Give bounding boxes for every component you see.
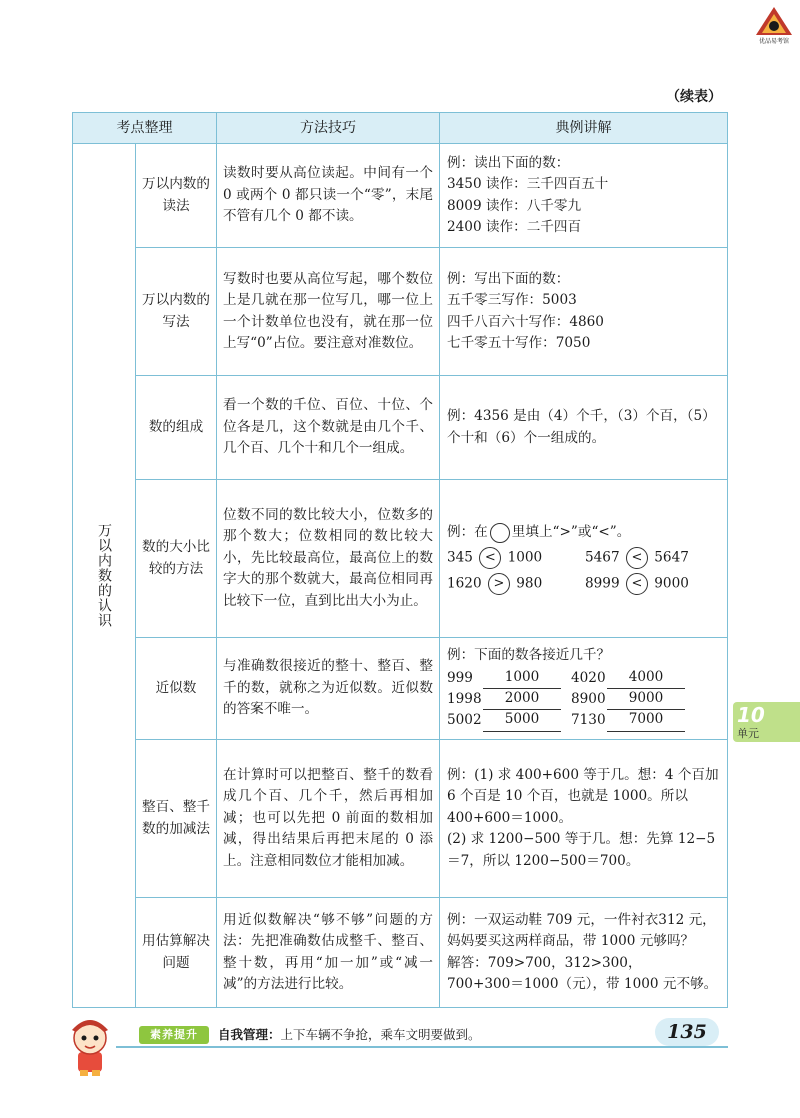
method-estimation: 用近似数解决“够不够”问题的方法：先把准确数估成整千、整百、整十数，再用“加一加”或“减一减”的方法进行比较。 [217,898,440,1008]
table-row [73,248,728,376]
comparison-item: 8999 < 9000 [585,573,715,595]
logo-text: 优品易考馆 [758,38,789,45]
method-writing: 写数时也要从高位写起，哪个数位上是几就在那一位写几，哪一位上一个计数单位也没有，就在那一位上写“0”占位。要注意对准数位。 [217,248,440,376]
header-methods: 方法技巧 [217,113,440,144]
example-line: 2400 读作：二千四百 [447,218,582,235]
table-row [73,480,728,638]
summary-table [72,112,728,1008]
example-line: 例：(1) 求 400+600 等于几。想：4 个百加 6 个百是 10 个百，也就是 1000。所以 400+600＝1000。 [447,766,719,826]
comparison-sign: < [479,547,501,569]
approx-answer: 4000 [607,668,685,689]
approx-answer: 9000 [607,689,685,710]
example-line: 例：4356 是由（4）个千，（3）个百，（5）个十和（6）个一组成的。 [447,408,716,446]
comparison-item: 5467 < 5647 [585,547,715,569]
method-approximation: 与准确数很接近的整十、整百、整千的数，就称之为近似数。近似数的答案不唯一。 [217,638,440,740]
method-reading: 读数时要从高位读起。中间有一个 0 或两个 0 都只读一个“零”，末尾不管有几个 0 都不读。 [217,144,440,248]
method-add-subtract: 在计算时可以把整百、整千的数看成几个百、几个千，然后再相加减；也可以先把 0 前面的数相加减，得出结果后再把末尾的 0 添上。注意相同数位才能相加减。 [217,740,440,898]
logo-emblem-icon [754,6,794,36]
topic-writing: 万以内数的写法 [136,248,217,376]
example-line: 五千零三写作：5003 [447,292,577,309]
topic-composition: 数的组成 [136,376,217,480]
blank-circle-icon [490,523,510,543]
approximation-intro: 例：下面的数各接近几千？ [447,647,611,664]
approx-number: 1998 [447,691,482,707]
example-line: (2) 求 1200−500 等于几。想：先算 12−5＝7，所以 1200−500＝700。 [447,831,716,869]
comparison-sign: < [626,573,648,595]
example-estimation [440,898,728,1008]
page-number: 135 [655,1018,719,1046]
example-line: 七千零五十写作：7050 [447,334,591,351]
table-row [73,144,728,248]
topic-reading: 万以内数的读法 [136,144,217,248]
comparison-item: 345 < 1000 [447,547,585,569]
approx-answer: 1000 [483,668,561,689]
unit-number: 10 [737,703,765,727]
topic-estimation: 用估算解决问题 [136,898,217,1008]
example-line: 例：读出下面的数： [447,154,570,171]
example-line: 四千八百六十写作：4860 [447,313,604,330]
unit-label: 单元 [737,727,759,740]
example-comparison [440,480,728,638]
approx-answer: 5000 [483,710,561,731]
example-approximation [440,638,728,740]
footer-badge: 素养提升 [139,1026,209,1044]
topic-approximation: 近似数 [136,638,217,740]
comparison-sign: > [488,573,510,595]
continued-label: （续表） [666,89,722,105]
approx-number: 999 [447,669,473,686]
mascot-icon [60,1012,120,1078]
example-composition [440,376,728,480]
table-row [73,376,728,480]
example-line: 例：一双运动鞋 709 元，一件衬衣312 元，妈妈要买这两样商品，带 1000 元够吗？ [447,911,716,950]
comparison-intro: 例：在 里填上“>”或“<”。 [447,522,720,543]
example-add-subtract [440,740,728,898]
method-composition: 看一个数的千位、百位、十位、个位各是几，这个数就是由几个千、几个百、几个十和几个一组成。 [217,376,440,480]
approx-answer: 2000 [483,689,561,710]
approx-number: 8900 [571,691,606,707]
footer-text: 自我管理：上下车辆不争抢，乘车文明要做到。 [218,1027,481,1042]
example-line: 8009 读作：八千零九 [447,197,582,214]
header-examples: 典例讲解 [440,113,728,144]
approx-answer: 7000 [607,710,685,731]
header-key-points: 考点整理 [73,113,217,144]
category-cell [73,144,136,1008]
example-line: 例：写出下面的数： [447,270,570,287]
approximation-grid [447,668,720,732]
category-label: 万以内数的认识 [96,523,113,628]
topic-comparison: 数的大小比较的方法 [136,480,217,638]
topic-add-subtract: 整百、整千数的加减法 [136,740,217,898]
example-writing [440,248,728,376]
table-row [73,740,728,898]
comparison-item: 1620 > 980 [447,573,585,595]
unit-side-tab [733,702,800,742]
comparison-grid [447,547,720,595]
example-reading [440,144,728,248]
example-line: 3450 读作：三千四百五十 [447,176,609,193]
approx-number: 5002 [447,712,482,729]
example-line: 解答：709>700，312>300， [447,954,642,971]
publisher-logo [754,6,794,48]
table-row [73,638,728,740]
approx-number: 4020 [571,669,606,686]
approx-number: 7130 [571,712,606,729]
page-footer [0,1012,800,1082]
comparison-sign: < [626,547,648,569]
table-row [73,898,728,1008]
footer-divider [116,1046,728,1048]
table-header-row [73,113,728,144]
method-comparison: 位数不同的数比较大小，位数多的那个数大；位数相同的数比较大小，先比较最高位，最高位上的数字大的那个数就大，最高位相同再比较下一位，直到比出大小为止。 [217,480,440,638]
example-line: 700+300＝1000（元），带 1000 元不够。 [447,975,718,992]
